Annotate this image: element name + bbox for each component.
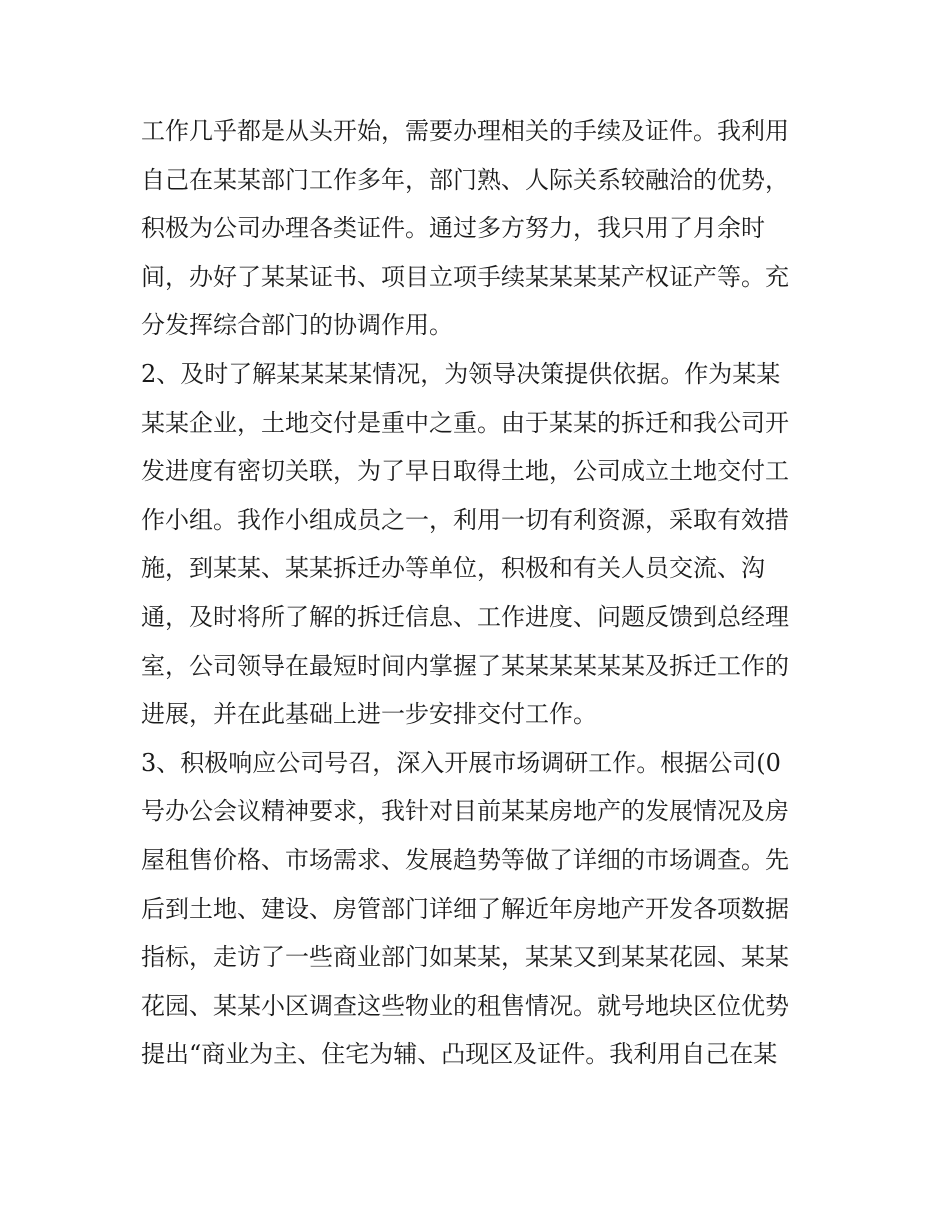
text-line: 2、及时了解某某某某情况，为领导决策提供依据。作为某某 — [141, 359, 781, 388]
text-line: 积极为公司办理各类证件。通过多方努力，我只用了月余时 — [141, 214, 765, 243]
text-line: 指标，走访了一些商业部门如某某，某某又到某某花园、某某 — [141, 943, 789, 972]
text-line: 室，公司领导在最短时间内掌握了某某某某某某及拆迁工作的 — [141, 651, 789, 680]
text-line: 工作几乎都是从头开始，需要办理相关的手续及证件。我利用 — [141, 117, 789, 145]
text-line: 后到土地、建设、房管部门详细了解近年房地产开发各项数据 — [141, 894, 789, 923]
text-line: 进展，并在此基础上进一步安排交付工作。 — [141, 700, 597, 729]
text-line: 3、积极响应公司号召，深入开展市场调研工作。根据公司(0 — [141, 748, 781, 777]
text-line: 花园、某某小区调查这些物业的租售情况。就号地块区位优势 — [141, 991, 789, 1020]
text-line: 通，及时将所了解的拆迁信息、工作进度、问题反馈到总经理 — [141, 602, 789, 631]
text-line: 自己在某某部门工作多年，部门熟、人际关系较融洽的优势， — [141, 165, 789, 194]
text-line: 间，办好了某某证书、项目立项手续某某某某产权证产等。充 — [141, 262, 789, 291]
text-line: 发进度有密切关联，为了早日取得土地，公司成立土地交付工 — [141, 457, 789, 486]
text-line: 屋租售价格、市场需求、发展趋势等做了详细的市场调查。先 — [141, 845, 789, 874]
text-line: 施，到某某、某某拆迁办等单位，积极和有关人员交流、沟 — [141, 554, 765, 583]
text-line: 某某企业，土地交付是重中之重。由于某某的拆迁和我公司开 — [141, 408, 789, 437]
text-line: 提出“商业为主、住宅为辅、凸现区及证件。我利用自己在某 — [141, 1040, 778, 1069]
document-body — [141, 107, 813, 1079]
text-line: 作小组。我作小组成员之一，利用一切有利资源，采取有效措 — [141, 505, 789, 534]
text-line: 号办公会议精神要求，我针对目前某某房地产的发展情况及房 — [141, 797, 789, 826]
text-line: 分发挥综合部门的协调作用。 — [141, 311, 453, 340]
